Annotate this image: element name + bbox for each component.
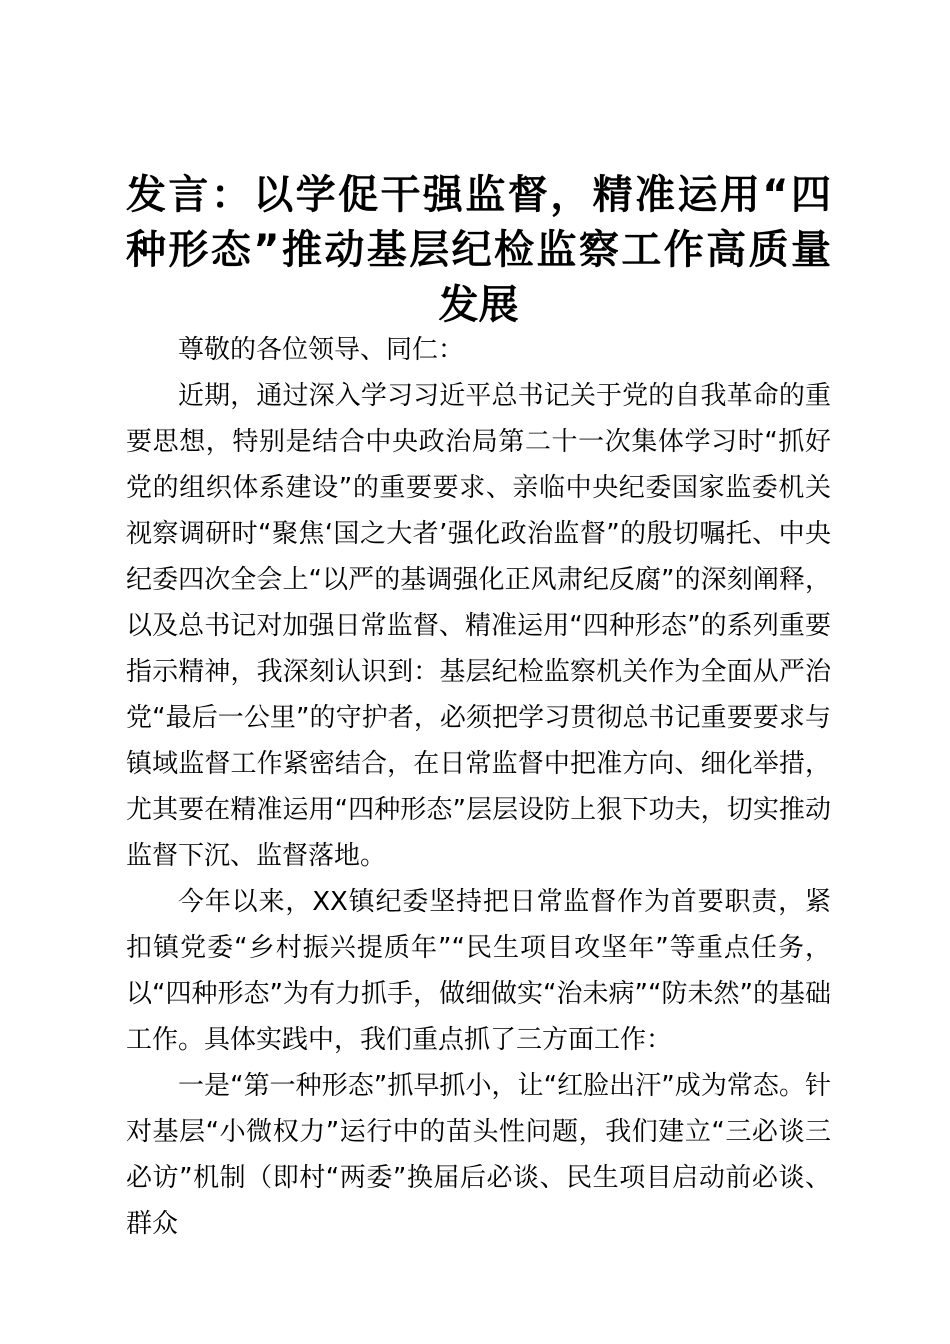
paragraph-2: 今年以来，XX镇纪委坚持把日常监督作为首要职责，紧扣镇党委“乡村振兴提质年”“民生项目攻坚年”等重点任务，以“四种形态”为有力抓手，做细做实“治未病”“防未然”的基础工作。具体实践中，我们重点抓了三方面工作： (126, 887, 831, 1055)
paragraph-1: 近期，通过深入学习习近平总书记关于党的自我革命的重要思想，特别是结合中央政治局第二十一次集体学习时“抓好党的组织体系建设”的重要要求、亲临中央纪委国家监委机关视察调研时“聚焦‘国之大者’强化政治监督”的殷切嘱托、中央纪委四次全会上“以严的基调强化正风肃纪反腐”的深刻阐释，以及总书记对加强日常监督、精准运用“四种形态”的系列重要指示精神，我深刻认识到：基层纪检监察机关作为全面从严治党“最后一公里”的守护者，必须把学习贯彻总书记重要要求与镇域监督工作紧密结合，在日常监督中把准方向、细化举措，尤其要在精准运用“四种形态”层层设防上狠下功夫，切实推动监督下沉、监督落地。 (126, 381, 831, 871)
salutation: 尊敬的各位领导、同仁： (178, 335, 465, 365)
paragraph-3: 一是“第一种形态”抓早抓小，让“红脸出汗”成为常态。针对基层“小微权力”运行中的苗头性问题，我们建立“三必谈三必访”机制（即村“两委”换届后必谈、民生项目启动前必谈、群众 (126, 1071, 831, 1239)
document-body (126, 327, 831, 1247)
document-title: 发言：以学促干强监督，精准运用“四种形态”推动基层纪检监察工作高质量发展 (126, 172, 831, 328)
